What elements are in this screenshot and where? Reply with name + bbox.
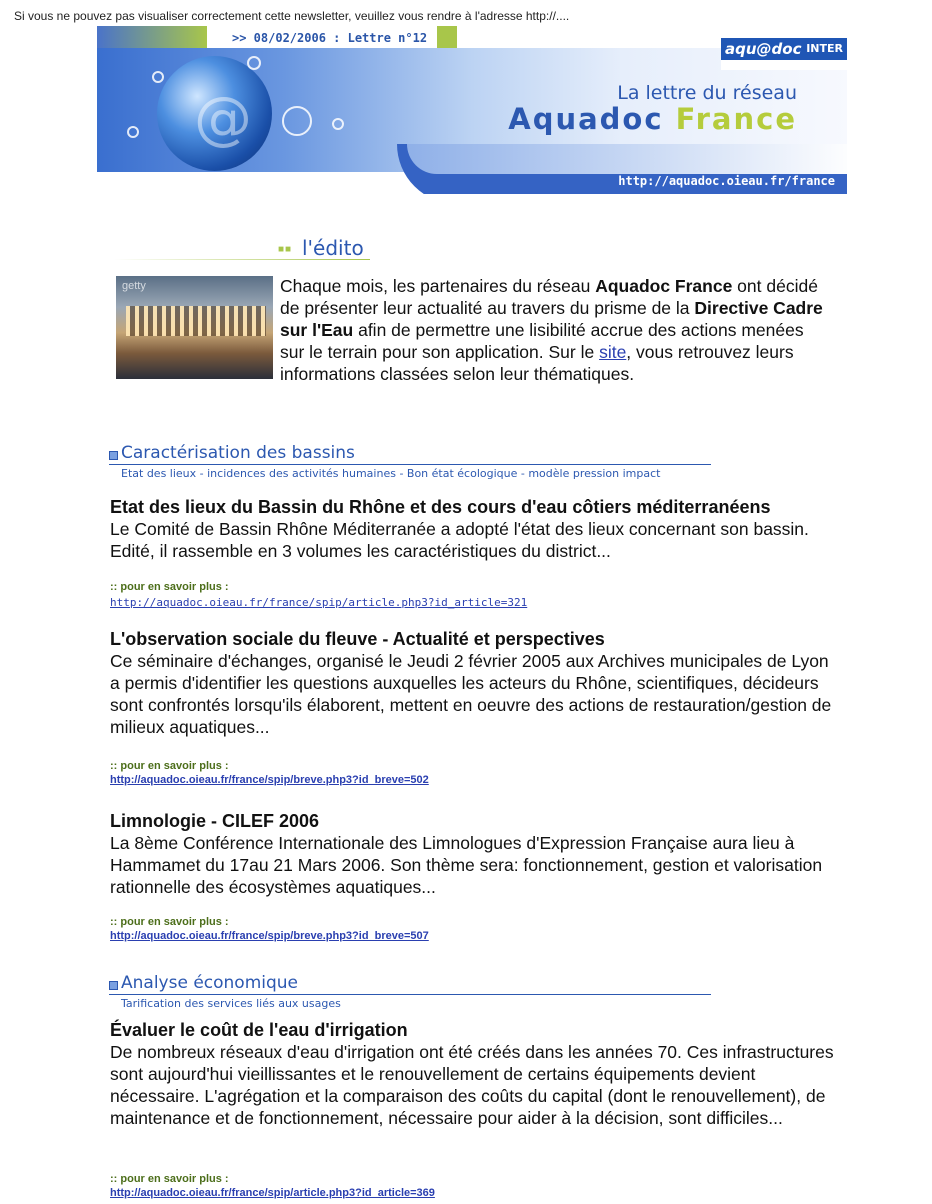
article-link[interactable]: http://aquadoc.oieau.fr/france/spip/breve.php3?id_breve=507 [110, 930, 429, 942]
edito-bold-2: Directive Cadre sur l'Eau [280, 298, 823, 340]
aquadoc-inter-logo[interactable] [721, 26, 847, 70]
article-title: Évaluer le coût de l'eau d'irrigation [110, 1020, 408, 1040]
edito-text-2: ont décidé de présenter leur actualité au travers du prisme de la [280, 276, 818, 318]
read-more-label: :: pour en savoir plus : [110, 916, 229, 928]
view-online-notice: Si vous ne pouvez pas visualiser correctement cette newsletter, veuillez vous rendre à l'adresse http://.... [14, 9, 570, 23]
bubble-icon [127, 126, 139, 138]
article-link[interactable]: http://aquadoc.oieau.fr/france/spip/breve.php3?id_breve=502 [110, 774, 429, 786]
double-square-icon: ■■ [278, 244, 293, 255]
bubble-icon [332, 118, 344, 130]
bubble-icon [247, 56, 261, 70]
section-subtitle: Etat des lieux - incidences des activités humaines - Bon état écologique - modèle pression impact [121, 467, 661, 480]
section-title: Caractérisation des bassins [121, 443, 355, 463]
article-body: Ce séminaire d'échanges, organisé le Jeudi 2 février 2005 aux Archives municipales de Lyon a permis d'identifier les questions auxquelles les acteurs du Rhône, scientifiques, décideurs sont confrontés lorsqu'ils élaborent, mettent en oeuvre des actions de restauration/gestion de milieux aquatiques... [110, 651, 832, 737]
article-item [110, 628, 840, 738]
edito-text-4: , vous retrouvez leurs informations classées selon leur thématiques. [280, 342, 794, 384]
read-more-label: :: pour en savoir plus : [110, 1173, 229, 1185]
bubble-icon [152, 71, 164, 83]
edito-bold-1: Aquadoc France [595, 276, 733, 296]
banner-swoosh-highlight [407, 144, 847, 174]
photo-watermark: getty [122, 280, 146, 292]
banner-accent-bar [97, 26, 207, 48]
banner-subtitle: La lettre du réseau [617, 82, 797, 104]
logo-badge [721, 38, 847, 60]
image-spacer [110, 275, 280, 381]
square-bullet-icon [109, 451, 118, 460]
at-sign-icon: @ [194, 84, 252, 152]
section-rule [109, 994, 711, 995]
article-title: Etat des lieux du Bassin du Rhône et des cours d'eau côtiers méditerranéens [110, 497, 771, 517]
read-more-label: :: pour en savoir plus : [110, 581, 229, 593]
article-link[interactable]: http://aquadoc.oieau.fr/france/spip/article.php3?id_article=321 [110, 596, 528, 609]
edito-body [110, 275, 832, 385]
article-item [110, 496, 840, 562]
square-bullet-icon [109, 981, 118, 990]
article-item [110, 810, 840, 898]
article-link[interactable]: http://aquadoc.oieau.fr/france/spip/article.php3?id_article=369 [110, 1187, 435, 1199]
edito-title: l'édito [302, 236, 364, 260]
article-body: Le Comité de Bassin Rhône Méditerranée a adopté l'état des lieux concernant son bassin. Edité, il rassemble en 3 volumes les caractéristiques du district... [110, 519, 809, 561]
banner-title [508, 102, 797, 136]
bubble-icon [282, 106, 312, 136]
section-subtitle: Tarification des services liés aux usages [121, 997, 341, 1010]
issue-date: >> 08/02/2006 : Lettre n°12 [232, 31, 428, 45]
banner-url[interactable]: http://aquadoc.oieau.fr/france [618, 174, 835, 188]
edito-text-1: Chaque mois, les partenaires du réseau [280, 276, 596, 296]
article-title: L'observation sociale du fleuve - Actualité et perspectives [110, 629, 605, 649]
edito-text-3: afin de permettre une lisibilité accrue des actions menées sur le terrain pour son application. Sur le [280, 320, 804, 362]
section-header-caracterisation [109, 443, 711, 482]
banner-title-main: Aquadoc [508, 102, 664, 136]
section-title: Analyse économique [121, 973, 299, 993]
article-item [110, 1019, 840, 1129]
logo-text: aqu@doc [725, 40, 802, 58]
banner-accent-block [437, 26, 457, 48]
edito-heading [114, 234, 370, 260]
read-more-label: :: pour en savoir plus : [110, 760, 229, 772]
newsletter-banner [97, 26, 847, 194]
article-body: De nombreux réseaux d'eau d'irrigation ont été créés dans les années 70. Ces infrastructures sont aujourd'hui vieillissantes et le renouvellement de certains équipements devient nécessaire. L'agrégation et la comparaison des coûts du capital (dont le renouvellement), de maintenance et de fonctionnement, nécessaire pour aider à la décision, sont difficiles... [110, 1042, 834, 1128]
site-link[interactable]: site [599, 342, 627, 362]
article-body: La 8ème Conférence Internationale des Limnologues d'Expression Française aura lieu à Hammamet du 17au 21 Mars 2006. Son thème sera: fonctionnement, gestion et valorisation rationnelle des écosystèmes aquatiques... [110, 833, 823, 897]
section-header-analyse [109, 973, 711, 1012]
section-rule [109, 464, 711, 465]
logo-inter-text: INTER [806, 42, 843, 55]
article-title: Limnologie - CILEF 2006 [110, 811, 320, 831]
banner-title-accent: France [675, 102, 797, 136]
